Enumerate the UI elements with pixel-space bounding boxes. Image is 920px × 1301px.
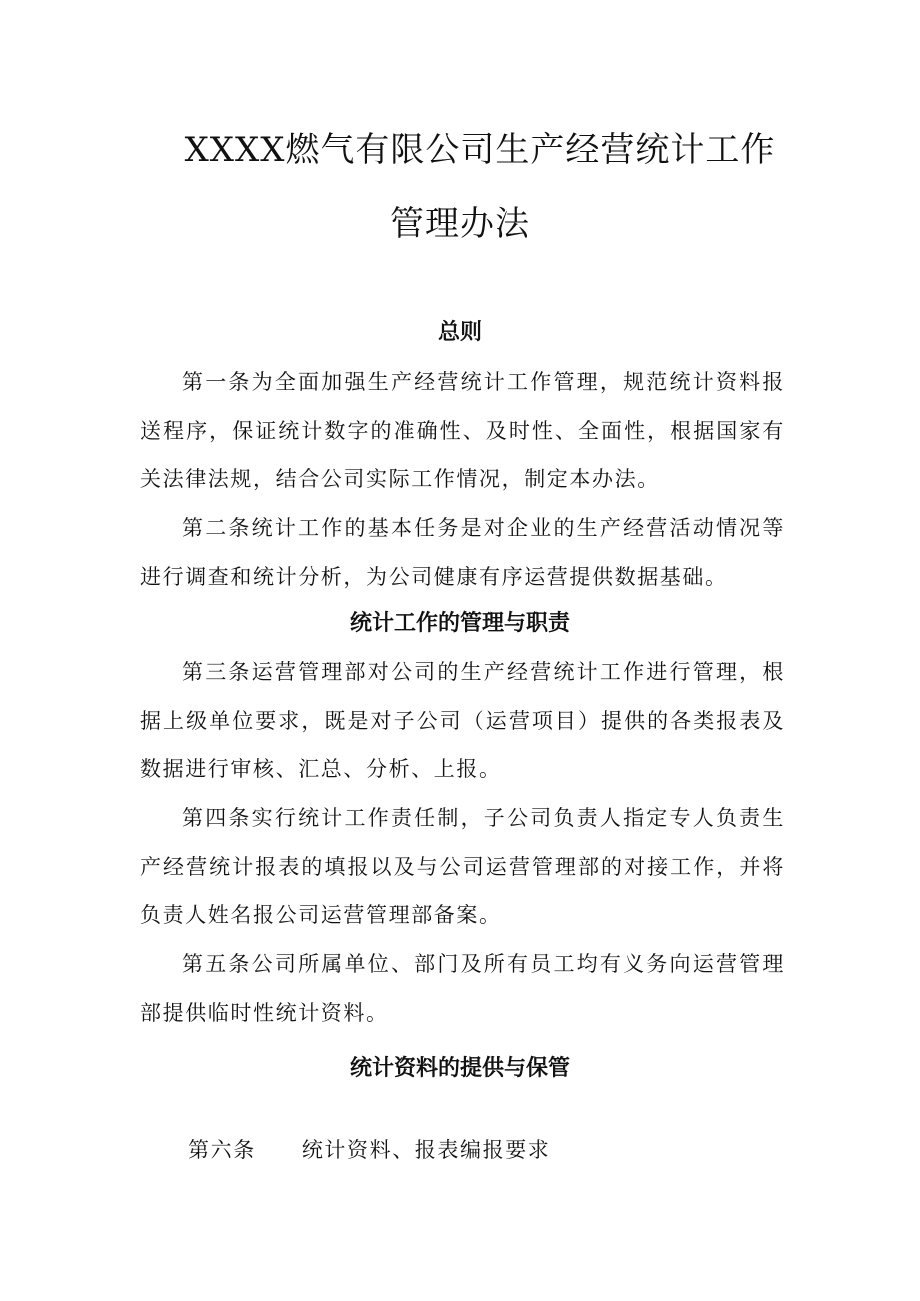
section-heading-general: 总则 <box>437 320 482 345</box>
article-6-number: 第六条 <box>188 1138 256 1162</box>
article-1: 第一条为全面加强生产经营统计工作管理，规范统计资料报送程序，保证统计数字的准确性、及时性、全面性，根据国家有关法律法规，结合公司实际工作情况，制定本办法。 <box>140 370 785 491</box>
document-title-line-2: 管理办法 <box>390 204 530 244</box>
article-6 <box>188 1130 550 1170</box>
article-6-text: 统计资料、报表编报要求 <box>301 1138 551 1162</box>
section-heading-management: 统计工作的管理与职责 <box>349 611 570 636</box>
article-4: 第四条实行统计工作责任制，子公司负责人指定专人负责生产经营统计报表的填报以及与公司运营管理部的对接工作，并将负责人姓名报公司运营管理部备案。 <box>140 806 785 927</box>
article-5: 第五条公司所属单位、部门及所有员工均有义务向运营管理部提供临时性统计资料。 <box>140 952 785 1025</box>
document-title-line-1: XXXX燃气有限公司生产经营统计工作 <box>184 130 776 170</box>
article-2: 第二条统计工作的基本任务是对企业的生产经营活动情况等进行调查和统计分析，为公司健康有序运营提供数据基础。 <box>140 516 785 589</box>
article-3: 第三条运营管理部对公司的生产经营统计工作进行管理，根据上级单位要求，既是对子公司（运营项目）提供的各类报表及数据进行审核、汇总、分析、上报。 <box>140 660 785 781</box>
section-heading-materials: 统计资料的提供与保管 <box>349 1056 570 1081</box>
